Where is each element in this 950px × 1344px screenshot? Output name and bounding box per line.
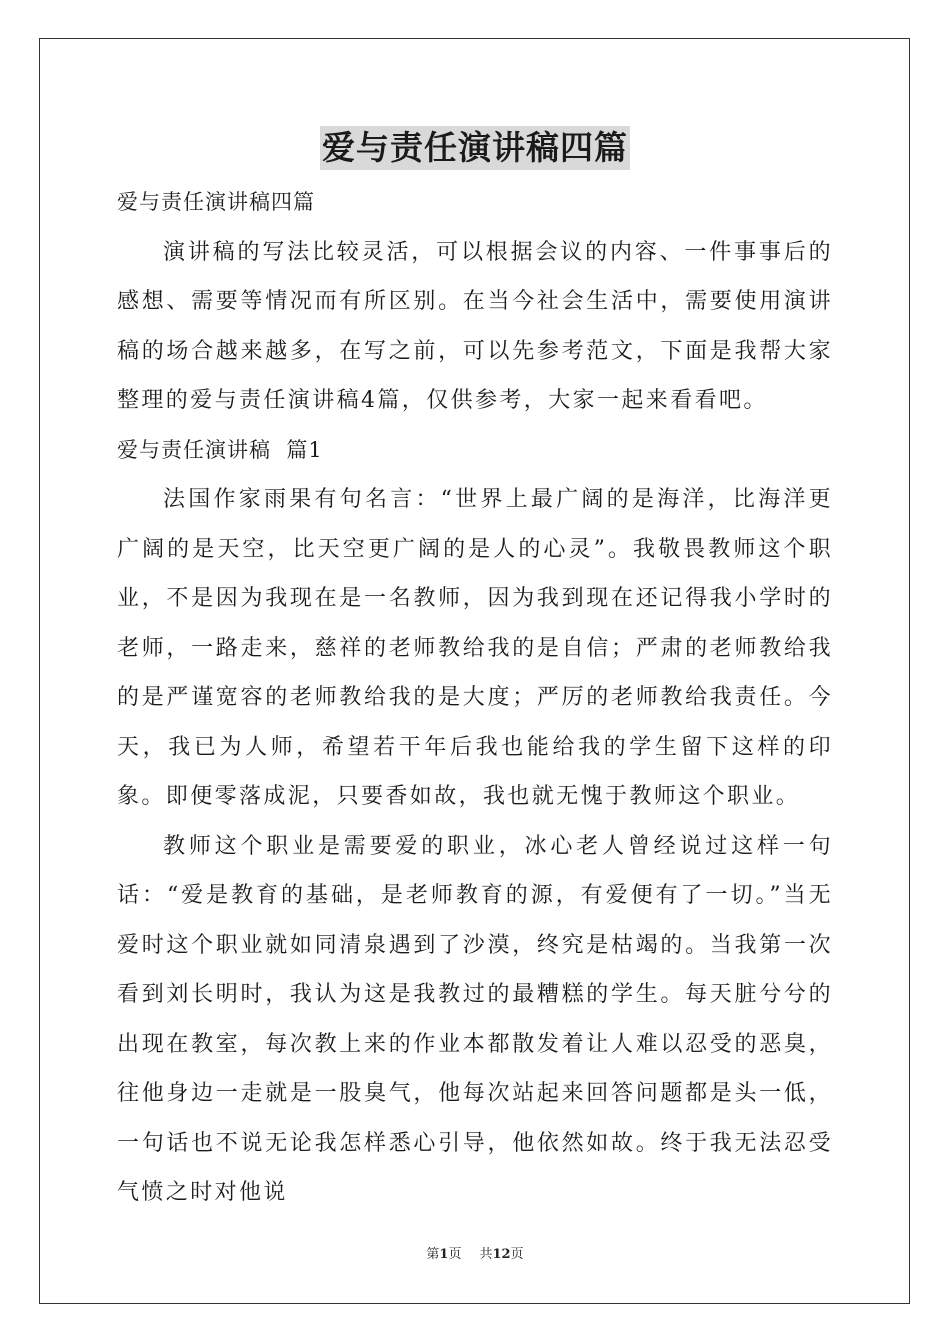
body-paragraph-2: 教师这个职业是需要爱的职业，冰心老人曾经说过这样一句话：“爱是教育的基础，是老师教育的源，有爱便有了一切。”当无爱时这个职业就如同清泉遇到了沙漠，终究是枯竭的。当我第一次看到刘长明时，我认为这是我教过的最糟糕的学生。每天脏兮兮的出现在教室，每次教上来的作业本都散发着让人难以忍受的恶臭，往他身边一走就是一股臭气，他每次站起来回答问题都是头一低，一句话也不说无论我怎样悉心引导，他依然如故。终于我无法忍受气愤之时对他说 (117, 833, 833, 1205)
page-footer (0, 1243, 950, 1262)
total-suffix: 页 (510, 1247, 524, 1262)
title-container (0, 126, 950, 170)
page-prefix: 第 (426, 1247, 440, 1262)
page-number: 1 (439, 1247, 449, 1262)
document-title: 爱与责任演讲稿四篇 (320, 126, 630, 170)
total-prefix: 共 (479, 1247, 493, 1262)
page-suffix: 页 (448, 1247, 462, 1262)
document-body (117, 178, 833, 1218)
document-subtitle: 爱与责任演讲稿四篇 (117, 190, 315, 214)
section-heading: 爱与责任演讲稿 篇1 (117, 437, 323, 462)
intro-paragraph: 演讲稿的写法比较灵活，可以根据会议的内容、一件事事后的感想、需要等情况而有所区别。在当今社会生活中，需要使用演讲稿的场合越来越多，在写之前，可以先参考范文，下面是我帮大家整理的爱与责任演讲稿4篇，仅供参考，大家一起来看看吧。 (117, 239, 833, 413)
body-paragraph-1: 法国作家雨果有句名言：“世界上最广阔的是海洋，比海洋更广阔的是天空，比天空更广阔的是人的心灵”。我敬畏教师这个职业，不是因为我现在是一名教师，因为我到现在还记得我小学时的老师，一路走来，慈祥的老师教给我的是自信；严肃的老师教给我的是严谨宽容的老师教给我的是大度；严厉的老师教给我责任。今天，我已为人师，希望若干年后我也能给我的学生留下这样的印象。即便零落成泥，只要香如故，我也就无愧于教师这个职业。 (117, 487, 833, 809)
total-pages: 12 (492, 1247, 511, 1262)
